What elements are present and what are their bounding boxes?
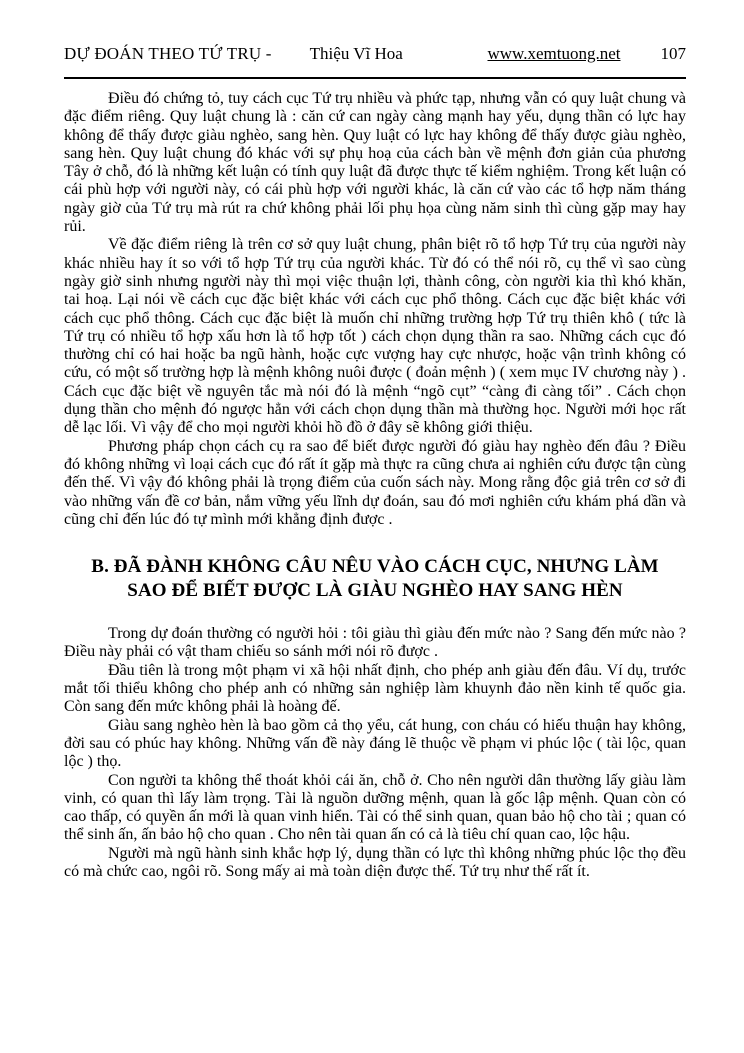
- paragraph: Đầu tiên là trong một phạm vi xã hội nhất định, cho phép anh giàu đến đâu. Ví dụ, trước mắt tối thiểu không cho phép anh có những sản nghiệp làm khuynh đảo nền kinh tế quốc gia. Còn sang đến mức không phải là hoàng đế.: [64, 661, 686, 716]
- paragraph: Người mà ngũ hành sinh khắc hợp lý, dụng thần có lực thì không những phúc lộc thọ đều có mà chức cao, ngôi rõ. Song mấy ai mà toàn diện được thế. Tứ trụ như thế rất ít.: [64, 844, 686, 880]
- paragraph: Con người ta không thể thoát khỏi cái ăn, chỗ ở. Cho nên người dân thường lấy giàu làm vinh, có quan thì lấy làm trọng. Tài là nguồn dưỡng mệnh, quan là gốc lập mệnh. Quan còn có cao thấp, có quyền ấn mới là quan vinh hiển. Tài có thể sinh quan, quan bảo hộ cho tài ; quan có thể sinh ấn, ấn bảo hộ cho quan . Cho nên tài quan ấn có cả là tiêu chí quan cao, lộc hậu.: [64, 771, 686, 844]
- paragraph: Về đặc điểm riêng là trên cơ sở quy luật chung, phân biệt rõ tổ hợp Tứ trụ của người này khác nhiều hay ít so với tổ hợp Tứ trụ của người khác. Từ đó có thể nói rõ, cụ thể vì sao cùng ngày giờ sinh nhưng người này thì mọi việc thuận lợi, thành công, còn người kia thì khó khăn, tai hoạ. Lại nói về cách cục đặc biệt khác với cách cục phổ thông. Cách cục đặc biệt khác với cách cục phổ thông. Cách cục đặc biệt là muốn chỉ những trường hợp Tứ trụ thiên khô ( tức là Tứ trụ có nhiều tổ hợp xấu hơn là tổ hợp tốt ) cách chọn dụng thần ra sao. Những cách cục đó thường chỉ có hai hoặc ba ngũ hành, hoặc cực vượng hay cực nhược, hoặc vận trình không có cứu, có một số trường hợp là mệnh không nuôi được ( đoản mệnh ) ( xem mục IV chương này ) . Cách cục đặc biệt về nguyên tắc mà nói đó là mệnh “ngõ cụt” “càng đi càng tối” . Cách chọn dụng thần cho mệnh đó ngược hẳn với cách chọn dụng thần mà thường học. Người mới học rất dễ lạc lối. Vì vậy để cho mọi người khỏi hồ đồ ở đây sẽ không giới thiệu.: [64, 236, 686, 437]
- paragraph: Phương pháp chọn cách cụ ra sao để biết được người đó giàu hay nghèo đến đâu ? Điều đó không những vì loại cách cục đó rất ít gặp mà thực ra cũng chưa ai nghiên cứu được tận cùng đến thế. Vì vậy đó không phải là trọng điểm của cuốn sách này. Mong rằng độc giả trên cơ sở đi vào những vấn đề cơ bản, nắm vững yếu lĩnh dự đoán, sau đó mơi nghiên cứu khám phá dần và cũng chỉ đến lúc đó tự mình mới khẳng định được .: [64, 437, 686, 528]
- page-header: [64, 44, 686, 79]
- page-number: 107: [660, 44, 686, 63]
- book-title: DỰ ĐOÁN THEO TỨ TRỤ -: [64, 44, 272, 63]
- page-body: [64, 90, 686, 881]
- author-name: Thiệu Vĩ Hoa: [309, 44, 403, 63]
- paragraph: Trong dự đoán thường có người hỏi : tôi giàu thì giàu đến mức nào ? Sang đến mức nào ? Điều này phải có vật tham chiếu so sánh mới nói rõ được .: [64, 625, 686, 661]
- section-heading: B. ĐÃ ĐÀNH KHÔNG CÂU NÊU VÀO CÁCH CỤC, NHƯNG LÀM SAO ĐỂ BIẾT ĐƯỢC LÀ GIÀU NGHÈO HAY SANG HÈN: [91, 556, 659, 602]
- paragraph: Giàu sang nghèo hèn là bao gồm cả thọ yểu, cát hung, con cháu có hiếu thuận hay không, đời sau có phúc hay không. Những vấn đề này đáng lẽ thuộc về phạm vi phúc lộc ( tài lộc, quan lộc ) thọ.: [64, 716, 686, 771]
- paragraph: Điều đó chứng tỏ, tuy cách cục Tứ trụ nhiều và phức tạp, nhưng vẫn có quy luật chung và đặc điểm riêng. Quy luật chung là : căn cứ can ngày càng mạnh hay yếu, dụng thần có lực hay không để thấy được giàu nghèo, sang hèn. Quy luật có lực hay không để thấy được giàu nghèo, sang hèn. Quy luật chung đó khác với sự phụ hoạ của cách bàn về mệnh đơn giản của phương Tây ở chỗ, đó là những kết luận có tính quy luật đã được thực tế kiểm nghiệm. Trong kết luận có cái phù hợp với người này, có cái phù hợp với người khác, là căn cứ vào các tổ hợp năm tháng ngày giờ của Tứ trụ mà rút ra chứ không phải lối phụ họa cùng năm sinh thì cùng gặp may hay rủi.: [64, 90, 686, 236]
- website-link[interactable]: www.xemtuong.net: [487, 44, 621, 63]
